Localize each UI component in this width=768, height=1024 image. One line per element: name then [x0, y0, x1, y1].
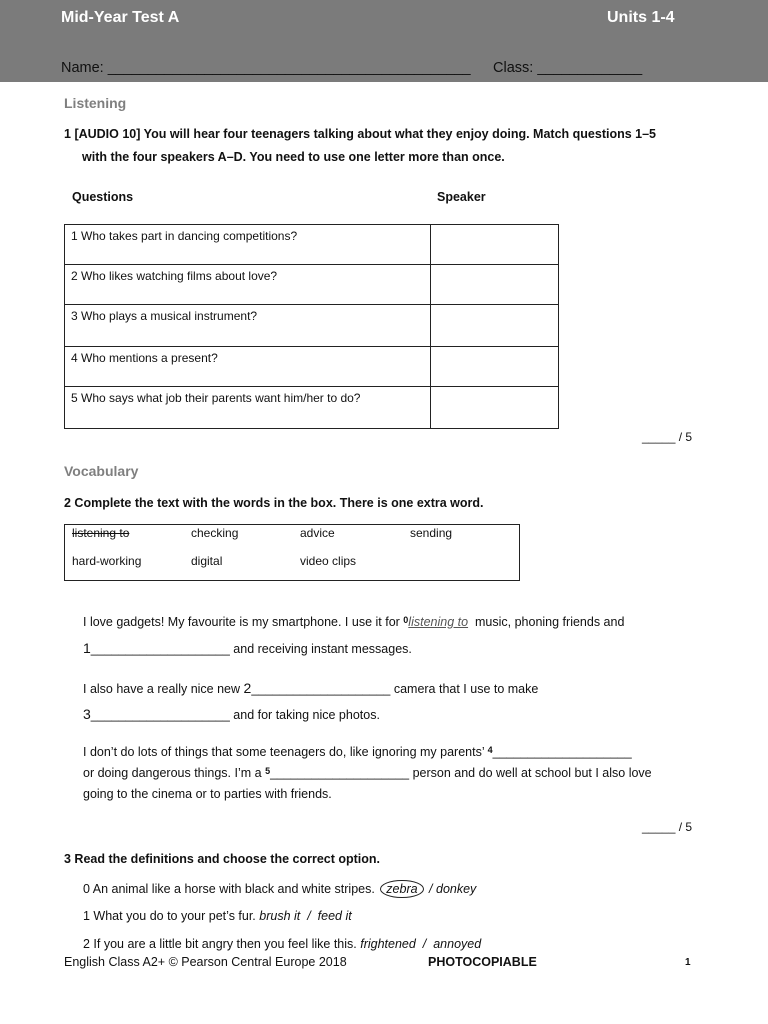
- text-fragment: music, phoning friends and: [468, 615, 625, 629]
- footer-copyright: English Class A2+ © Pearson Central Europe 2018: [64, 955, 347, 969]
- name-field[interactable]: Name: _____________________________________________: [61, 60, 471, 76]
- gap-number: 2: [243, 680, 252, 696]
- text-fragment: I don’t do lots of things that some teenagers do, like ignoring my parents’: [83, 745, 488, 759]
- questions-column-header: Questions: [72, 190, 134, 204]
- listening-instruction: [64, 127, 656, 141]
- instruction-line1: [AUDIO 10] You will hear four teenagers talking about what they enjoy doing. Match questions 1–5: [74, 127, 657, 141]
- gap-number: 1: [83, 640, 91, 656]
- option-separator: /: [415, 937, 434, 951]
- definition-text: 2 If you are a little bit angry then you feel like this.: [83, 937, 361, 951]
- vocabulary-score: _____ / 5: [642, 820, 693, 834]
- option-separator: /: [300, 909, 318, 923]
- text-line: [83, 615, 624, 629]
- text-line: [83, 680, 538, 696]
- text-line: going to the cinema or to parties with friends.: [83, 787, 332, 801]
- word-box-item: hard-working: [72, 554, 142, 568]
- option[interactable]: annoyed: [433, 937, 482, 951]
- question-cell: 5 Who says what job their parents want him/her to do?: [65, 387, 431, 429]
- gap-blank[interactable]: ____________________ and receiving instant messages.: [90, 642, 412, 656]
- speaker-answer-cell[interactable]: [431, 225, 559, 265]
- word-box-item: video clips: [300, 554, 357, 568]
- matching-table: [64, 224, 559, 429]
- example-answer: listening to: [408, 615, 469, 629]
- vocabulary-instruction-3: 3 Read the definitions and choose the correct option.: [64, 852, 381, 866]
- text-line: [83, 766, 652, 780]
- header-band: [0, 0, 768, 82]
- text-line: [83, 745, 632, 759]
- definition-item: [83, 880, 476, 898]
- test-title: Mid-Year Test A: [61, 9, 180, 26]
- vocabulary-heading: Vocabulary: [64, 463, 139, 479]
- option[interactable]: feed it: [317, 909, 352, 923]
- listening-score: _____ / 5: [642, 430, 693, 444]
- definition-text: 0 An animal like a horse with black and white stripes.: [83, 882, 379, 896]
- question-cell: 4 Who mentions a present?: [65, 347, 431, 387]
- speaker-answer-cell[interactable]: [431, 387, 559, 429]
- word-box-item: listening to: [72, 526, 130, 540]
- definition-item: [83, 937, 481, 951]
- word-box-item: digital: [191, 554, 223, 568]
- option[interactable]: frightened: [360, 937, 416, 951]
- units-label: Units 1-4: [607, 9, 675, 26]
- question-cell: 1 Who takes part in dancing competitions?: [65, 225, 431, 265]
- gap-blank[interactable]: ____________________ and for taking nice photos.: [90, 708, 380, 722]
- table-row: [65, 347, 559, 387]
- footer-photocopiable: PHOTOCOPIABLE: [428, 955, 537, 969]
- option-circled[interactable]: zebra: [380, 880, 423, 898]
- speaker-column-header: Speaker: [437, 190, 486, 204]
- option-separator: /: [425, 882, 436, 896]
- table-row: [65, 225, 559, 265]
- speaker-answer-cell[interactable]: [431, 265, 559, 305]
- gap-number: 4: [487, 745, 493, 755]
- definition-item: [83, 909, 352, 923]
- word-box-item: checking: [191, 526, 239, 540]
- definition-text: 1 What you do to your pet’s fur.: [83, 909, 260, 923]
- gap-blank[interactable]: ____________________: [492, 745, 632, 759]
- question-cell: 2 Who likes watching films about love?: [65, 265, 431, 305]
- gap-blank[interactable]: ____________________ camera that I use to make: [251, 682, 539, 696]
- instruction-number: 1: [64, 127, 71, 141]
- speaker-answer-cell[interactable]: [431, 347, 559, 387]
- page-number: 1: [685, 957, 691, 968]
- text-line: [83, 640, 412, 656]
- gap-number: 5: [265, 766, 271, 776]
- text-fragment: I also have a really nice new: [83, 682, 244, 696]
- option[interactable]: donkey: [436, 882, 477, 896]
- vocabulary-instruction-2: 2 Complete the text with the words in the box. There is one extra word.: [64, 496, 484, 510]
- listening-instruction-line2: with the four speakers A–D. You need to use one letter more than once.: [82, 150, 505, 164]
- word-box-item: advice: [300, 526, 335, 540]
- word-box-item: sending: [410, 526, 453, 540]
- text-line: [83, 706, 380, 722]
- table-row: [65, 265, 559, 305]
- table-row: [65, 387, 559, 429]
- text-fragment: or doing dangerous things. I’m a: [83, 766, 266, 780]
- word-box: [64, 524, 520, 581]
- gap-number: 3: [83, 706, 91, 722]
- gap-number: 0: [403, 615, 409, 625]
- option[interactable]: brush it: [259, 909, 301, 923]
- listening-heading: Listening: [64, 95, 127, 111]
- question-cell: 3 Who plays a musical instrument?: [65, 305, 431, 347]
- gap-blank[interactable]: ____________________ person and do well at school but I also love: [270, 766, 652, 780]
- speaker-answer-cell[interactable]: [431, 305, 559, 347]
- text-fragment: I love gadgets! My favourite is my smartphone. I use it for: [83, 615, 404, 629]
- table-row: [65, 305, 559, 347]
- class-field[interactable]: Class: _____________: [493, 60, 643, 76]
